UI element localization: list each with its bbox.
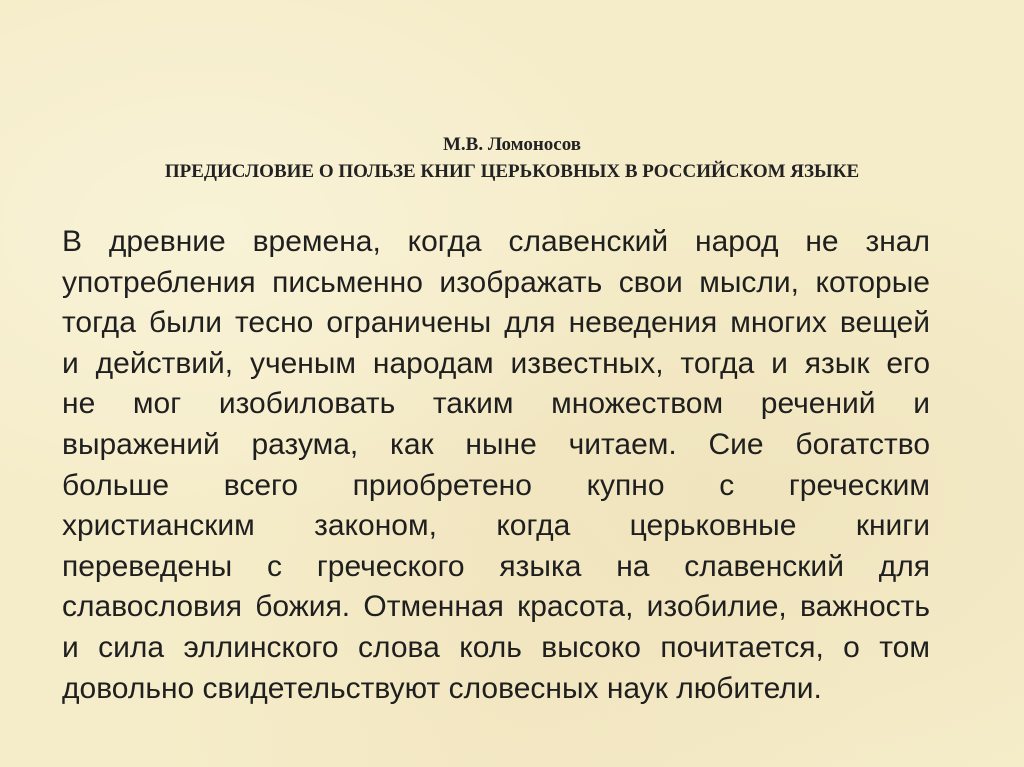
slide-title: ПРЕДИСЛОВИЕ О ПОЛЬЗЕ КНИГ ЦЕРЬКОВНЫХ В РОССИЙСКОМ ЯЗЫКЕ (164, 161, 860, 182)
paragraph-line: тогда были тесно ограничены для неведения многих вещей (62, 306, 930, 340)
paragraph-line: больше всего приобретено купно с греческим (62, 468, 930, 502)
author-name: М.В. Ломоносов (442, 134, 582, 155)
paragraph-line: не мог изобиловать таким множеством речений и (62, 387, 930, 421)
paragraph-line: христианским законом, когда церьковные книги (62, 509, 930, 543)
paragraph-line: довольно свидетельствуют словесных наук любители. (62, 671, 822, 705)
paragraph-line: и действий, ученым народам известных, тогда и язык его (62, 346, 930, 380)
paragraph-line: и сила эллинского слова коль высоко почитается, о том (62, 630, 930, 664)
slide-header (40, 131, 984, 185)
paragraph-line: славословия божия. Отменная красота, изобилие, важность (62, 590, 930, 624)
paragraph-line: В древние времена, когда славенский народ не знал (62, 225, 930, 258)
paragraph-line: употребления письменно изображать свои мысли, которые (62, 265, 930, 299)
paragraph-line: переведены с греческого языка на славенский для (62, 549, 930, 583)
main-paragraph (62, 222, 930, 709)
paragraph-line: выражений разума, как ныне читаем. Сие богатство (62, 427, 930, 461)
